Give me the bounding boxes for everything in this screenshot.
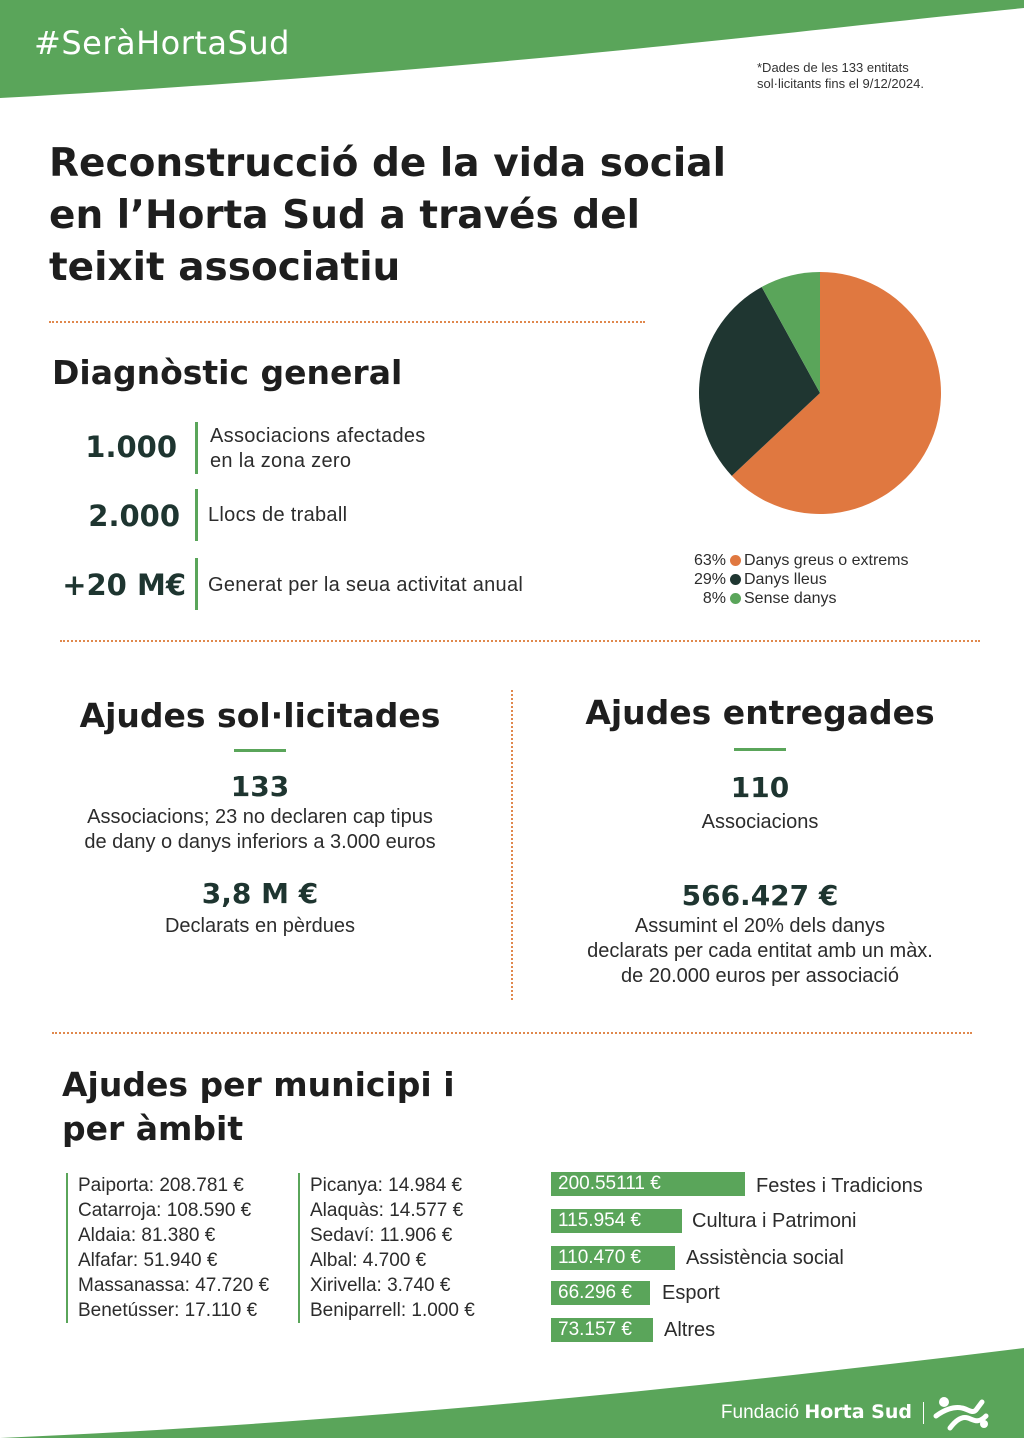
- category-label: Assistència social: [686, 1247, 844, 1269]
- stat-value: 1.000: [85, 430, 177, 464]
- delivered-amount: 566.427 €: [681, 879, 839, 912]
- green-underline: [734, 748, 786, 751]
- list-item: Alaquàs: 14.577 €: [310, 1200, 464, 1221]
- pie-legend: [660, 551, 980, 608]
- list-item: Massanassa: 47.720 €: [78, 1275, 270, 1296]
- stat-label: Associacions afectades en la zona zero: [210, 425, 426, 472]
- category-label: Altres: [664, 1319, 716, 1341]
- page-title: Reconstrucció de la vida social en l’Horta Sud a través del teixit associatiu: [49, 141, 726, 290]
- list-item: Picanya: 14.984 €: [310, 1175, 463, 1196]
- requested-amount: 3,8 M €: [201, 877, 319, 910]
- delivered-heading: Ajudes entregades: [585, 693, 935, 732]
- divider: [49, 321, 645, 323]
- stat-bar: [195, 489, 198, 541]
- legend-label: Sense danys: [744, 590, 837, 607]
- footer-separator: [923, 1402, 924, 1424]
- orange-dot-icon: [730, 555, 741, 566]
- legend-item: [660, 570, 980, 589]
- category-label: Festes i Tradicions: [756, 1175, 923, 1197]
- requested-heading: Ajudes sol·licitades: [79, 696, 441, 735]
- municipality-heading: Ajudes per municipi i per àmbit: [62, 1065, 455, 1148]
- stat-label: Llocs de traball: [208, 504, 348, 526]
- category-label: Esport: [662, 1282, 720, 1304]
- stat-bar: [195, 422, 198, 474]
- stat-value: +20 M€: [62, 568, 186, 602]
- legend-item: [660, 551, 980, 570]
- list-item: Catarroja: 108.590 €: [78, 1200, 252, 1221]
- vertical-divider: [511, 690, 513, 1000]
- foundation-logo-icon: [932, 1392, 994, 1432]
- municipality-list: [66, 1173, 269, 1323]
- legend-pct: 63%: [693, 552, 726, 569]
- damage-pie-chart: [698, 269, 943, 517]
- delivered-section: [530, 693, 990, 989]
- legend-item: [660, 589, 980, 608]
- stat-bar: [195, 558, 198, 610]
- municipality-list: [298, 1173, 475, 1323]
- category-amount-bar: 73.157 €: [551, 1318, 653, 1342]
- requested-amount-text: Declarats en pèrdues: [164, 915, 356, 937]
- green-underline: [234, 749, 286, 752]
- footer-org-name: Fundació Horta Sud: [720, 1401, 912, 1423]
- list-item: Sedaví: 11.906 €: [310, 1225, 453, 1246]
- list-item: Alfafar: 51.940 €: [78, 1250, 218, 1271]
- requested-count-text: Associacions; 23 no declaren cap tipus de dany o danys inferiors a 3.000 euros: [84, 806, 436, 853]
- list-item: Albal: 4.700 €: [310, 1250, 427, 1271]
- divider: [52, 1032, 972, 1034]
- list-item: Paiporta: 208.781 €: [78, 1175, 244, 1196]
- delivered-count-text: Associacions: [701, 811, 819, 833]
- list-item: Aldaia: 81.380 €: [78, 1225, 216, 1246]
- category-amount-bar: 115.954 €: [551, 1209, 682, 1233]
- hashtag: #SeràHortaSud: [34, 24, 290, 62]
- diagnostic-heading: Diagnòstic general: [52, 353, 403, 392]
- divider: [60, 640, 980, 642]
- footer-banner: [0, 1348, 1024, 1438]
- category-label: Cultura i Patrimoni: [692, 1210, 857, 1232]
- category-amount-bar: 66.296 €: [551, 1281, 650, 1305]
- requested-section: [30, 696, 490, 939]
- delivered-amount-text: Assumint el 20% dels danys declarats per cada entitat amb un màx. de 20.000 euros per associació: [587, 915, 933, 987]
- list-item: Beniparrell: 1.000 €: [310, 1300, 475, 1321]
- legend-pct: 8%: [702, 590, 726, 607]
- green-dot-icon: [730, 593, 741, 604]
- legend-pct: 29%: [693, 571, 726, 588]
- list-item: Xirivella: 3.740 €: [310, 1275, 451, 1296]
- category-amount-bar: 110.470 €: [551, 1246, 675, 1270]
- category-amount-bar: 200.55111 €: [551, 1172, 745, 1196]
- delivered-count: 110: [730, 771, 790, 804]
- data-note: *Dades de les 133 entitats sol·licitants fins el 9/12/2024.: [757, 60, 924, 91]
- dark-dot-icon: [730, 574, 741, 585]
- legend-label: Danys greus o extrems: [744, 552, 909, 569]
- legend-label: Danys lleus: [744, 571, 827, 588]
- requested-count: 133: [230, 770, 290, 803]
- list-item: Benetússer: 17.110 €: [78, 1300, 258, 1321]
- stat-label: Generat per la seua activitat anual: [208, 574, 524, 596]
- stat-value: 2.000: [88, 499, 180, 533]
